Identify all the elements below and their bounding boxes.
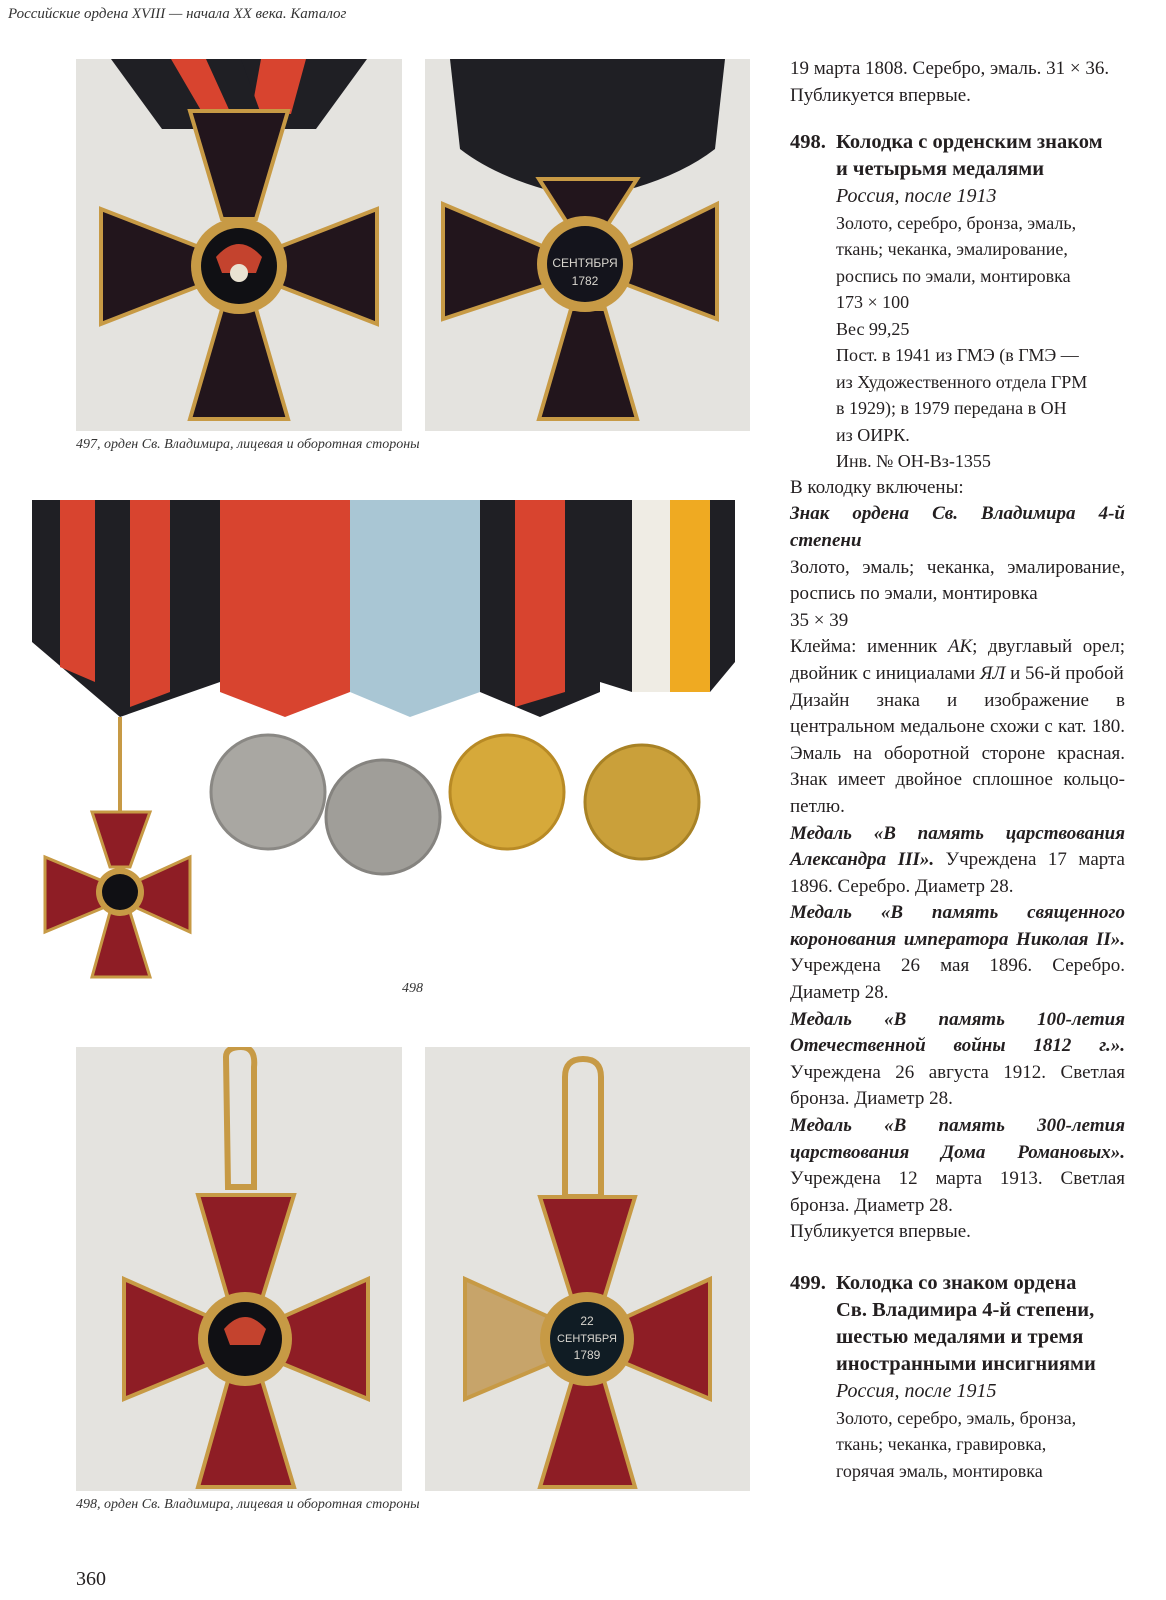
order-cross-image (443, 179, 717, 419)
medal-text: Учреждена 17 марта 1896. Серебро. Диаметр 28. (790, 849, 1125, 897)
order-cross-image (124, 1195, 368, 1487)
detail-line: 173 × 100 (836, 292, 910, 313)
detail-line: Золото, серебро, бронза, эмаль, (836, 212, 1077, 233)
running-title: Российские ордена XVIII — начала XX века. Каталог (8, 6, 347, 22)
medallion-inscription-line2: 1782 (571, 274, 599, 288)
medals-image (211, 735, 699, 874)
suspension-ring-image (226, 1047, 254, 1187)
detail-line: из Художественного отдела ГРМ (836, 371, 1088, 392)
medal-title: Медаль «В память священного коронования императора Николая II». (790, 902, 1125, 950)
detail-line: Золото, серебро, эмаль, бронза, (836, 1407, 1077, 1428)
order-cross-image (45, 717, 190, 977)
item-materials: Золото, эмаль; чеканка, эмалирование, роспись по эмали, монтировка (790, 556, 1125, 605)
photo-497-reverse (425, 59, 750, 431)
photo-498-reverse (425, 1047, 750, 1491)
page-number: 360 (76, 1568, 106, 1590)
entry-title-line: и четырьмя медалями (836, 158, 1045, 181)
item-marks (790, 634, 1125, 687)
entry-number: 499. (790, 1272, 826, 1294)
medal-description (790, 900, 1125, 1006)
medal-text: Учреждена 26 августа 1912. Светлая бронза. Диаметр 28. (790, 1061, 1125, 1110)
entry-title-line: Колодка со знаком ордена (836, 1272, 1077, 1294)
catalog-entry-499 (790, 1270, 1125, 1484)
continuation-line-2: Публикуется впервые. (790, 84, 971, 106)
detail-line: из ОИРК. (836, 424, 910, 445)
entry-title-line: шестью медалями и тремя (836, 1326, 1084, 1348)
photo-498-medal-bar (20, 492, 740, 982)
marks-text: ЯЛ (979, 662, 1006, 684)
entry-title-line: Св. Владимира 4-й степени, (836, 1299, 1095, 1321)
entry-details (836, 210, 1125, 475)
medallion-inscription-line2: 1789 (573, 1348, 601, 1362)
medal-description (790, 1007, 1125, 1113)
medallion-inscription-line1: СЕНТЯБРЯ (557, 1333, 617, 1345)
medal-title: Медаль «В память 100-летия Отечественной войны 1812 г.». (790, 1008, 1125, 1057)
caption-498-order: 498, орден Св. Владимира, лицевая и оборотная стороны (76, 1497, 420, 1512)
published-note: Публикуется впервые. (790, 1221, 971, 1243)
catalog-entry-498 (790, 129, 1125, 1246)
entry-title-line: Колодка с орденским знаком (836, 131, 1103, 154)
entry-details (836, 1405, 1125, 1485)
item-design: Дизайн знака и изображение в центральном медальоне схожи с кат. 180. Эмаль на оборотной стороне красная. Знак имеет двойное сплошное кольцо-петлю. (790, 689, 1125, 817)
entry-title-line: иностранными инсигниями (836, 1353, 1096, 1375)
caption-498: 498 (402, 981, 423, 996)
detail-line: ткань; чеканка, гравировка, (836, 1434, 1047, 1455)
detail-line: Инв. № ОН-Вз-1355 (836, 451, 991, 472)
marks-text: и 56-й пробой (1005, 662, 1124, 684)
item-size: 35 × 39 (790, 609, 849, 631)
medal-title: Медаль «В память царствования Александра III». (790, 822, 1125, 871)
detail-line: в 1929); в 1979 передана в ОН (836, 398, 1067, 419)
detail-line: Пост. в 1941 из ГМЭ (в ГМЭ — (836, 345, 1079, 366)
detail-line: горячая эмаль, монтировка (836, 1460, 1043, 1481)
entry-subtitle: Россия, после 1915 (836, 1380, 997, 1402)
suspension-ring-image (565, 1059, 601, 1197)
entry-number: 498. (790, 131, 826, 154)
marks-text: ; двуглавый орел; двойник с инициалами (790, 636, 1125, 684)
ribbons-image (32, 500, 735, 717)
item-title: Знак ордена Св. Владимира 4-й степени (790, 503, 1125, 551)
caption-497: 497, орден Св. Владимира, лицевая и оборотная стороны (76, 437, 420, 452)
order-cross-image (101, 111, 377, 419)
medal-text: Учреждена 12 марта 1913. Светлая бронза. Диаметр 28. (790, 1168, 1125, 1216)
medal-description (790, 1113, 1125, 1219)
medal-description (790, 821, 1125, 901)
detail-line: роспись по эмали, монтировка (836, 265, 1071, 286)
detail-line: ткань; чеканка, эмалирование, (836, 239, 1068, 260)
included-label: В колодку включены: (790, 476, 964, 498)
photo-497-obverse (76, 59, 402, 431)
continuation-line-1: 19 марта 1808. Серебро, эмаль. 31 × 36. (790, 58, 1110, 79)
marks-text: Клейма: именник (790, 636, 948, 658)
detail-line: Вес 99,25 (836, 318, 910, 339)
medallion-inscription-line1: СЕНТЯБРЯ (552, 256, 618, 270)
marks-text: АК (947, 636, 973, 658)
medallion-inscription-line0: 22 (580, 1314, 594, 1328)
catalog-text-column (790, 56, 1125, 1484)
entry-subtitle: Россия, после 1913 (836, 185, 997, 208)
medal-text: Учреждена 26 мая 1896. Серебро. Диаметр 28. (790, 955, 1125, 1004)
medal-title: Медаль «В память 300-летия царствования Дома Романовых». (790, 1115, 1125, 1163)
photo-498-obverse (76, 1047, 402, 1491)
